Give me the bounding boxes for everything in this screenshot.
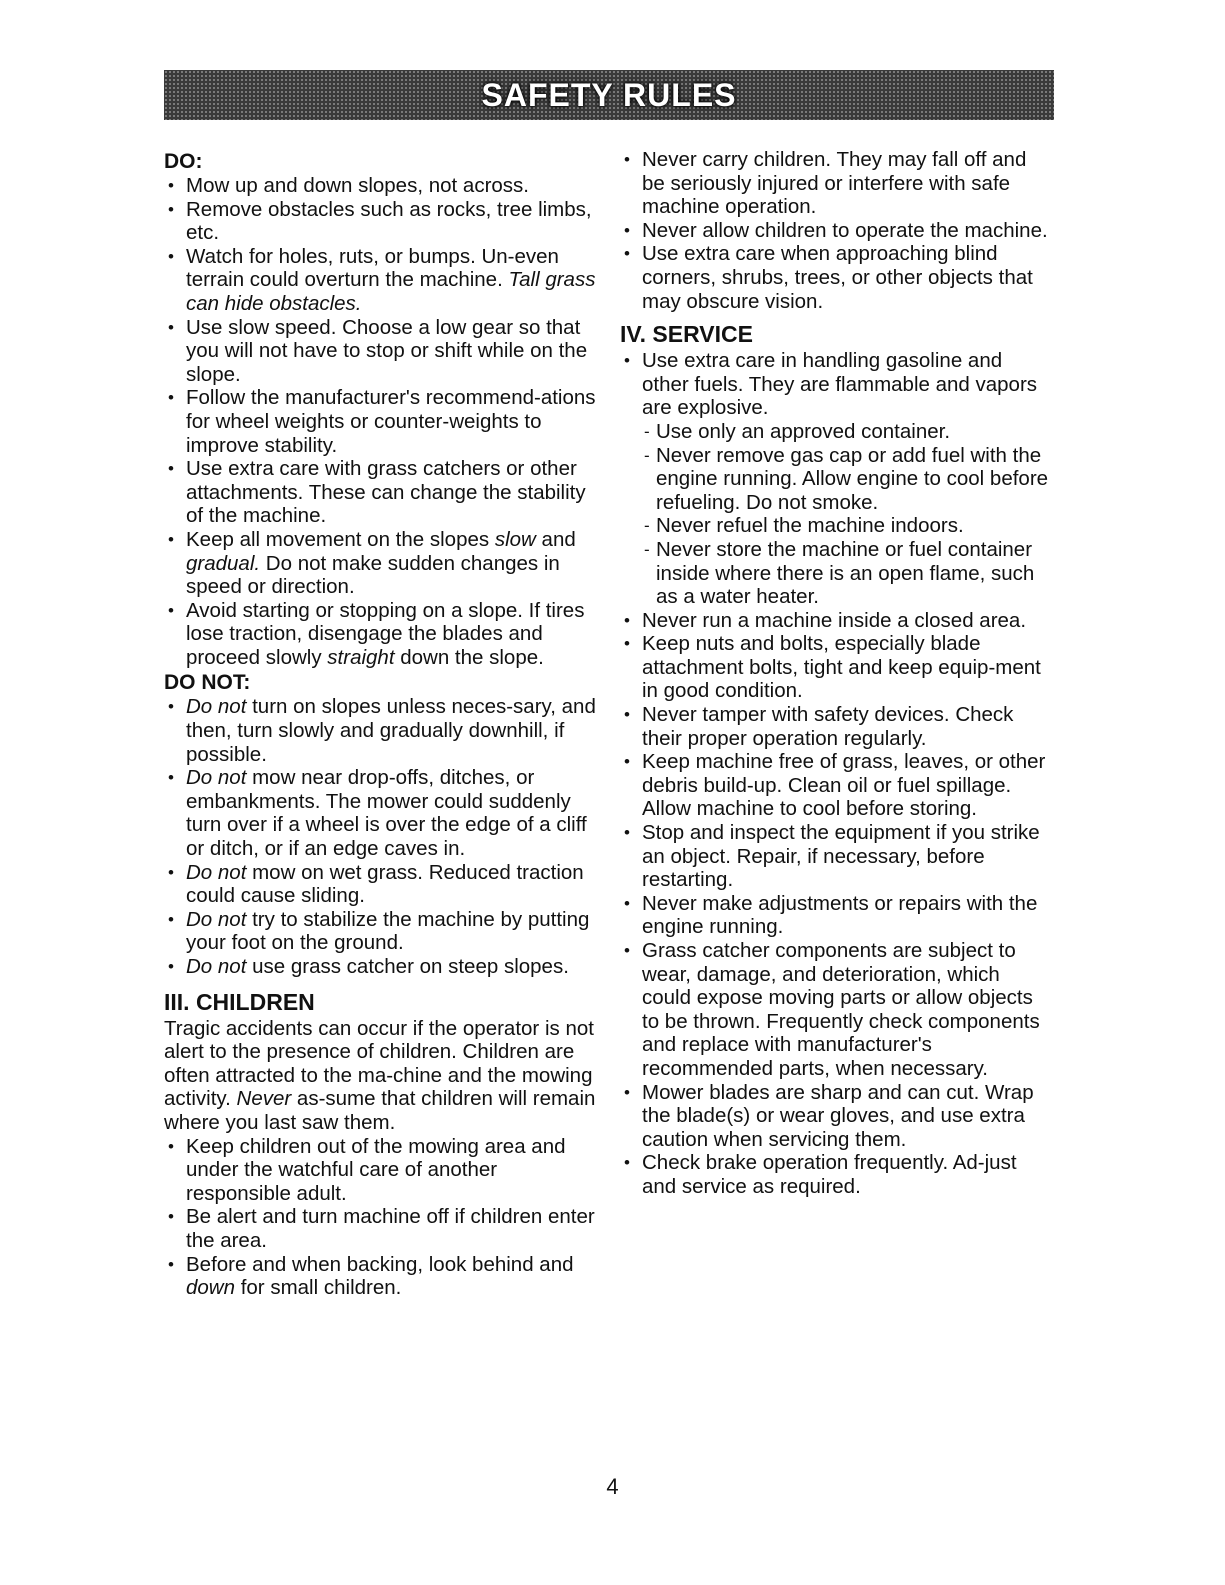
- italic-emphasis: Do not: [186, 695, 247, 719]
- list-item: • Do not use grass catcher on steep slopes.: [164, 955, 596, 979]
- list-item: • Use extra care when approaching blind corners, shrubs, trees, or other objects that may obscure vision.: [620, 242, 1050, 313]
- list-item: • Avoid starting or stopping on a slope. If tires lose traction, disengage the blades and proceed slowly straight down the slope.: [164, 599, 596, 670]
- do-not-heading: DO NOT:: [164, 671, 251, 695]
- italic-emphasis: down: [186, 1276, 236, 1300]
- italic-emphasis: Do not: [186, 860, 247, 884]
- list-item: • Follow the manufacturer's recommend-ations for wheel weights or counter-weights to improve stability.: [164, 386, 596, 457]
- list-item: • Do not try to stabilize the machine by putting your foot on the ground.: [164, 908, 596, 955]
- list-item: • Use extra care in handling gasoline and other fuels. They are flammable and vapors are explosive. - Use only an approved container. - Never remove gas cap or add fuel with the engine running. Allow engine to cool before refueling. Do not smoke. - Never refuel the machine indoors. - Never store the machine or fuel container inside where there is an open flame, such as a water heater.: [620, 349, 1050, 609]
- italic-emphasis: gradual.: [186, 551, 261, 575]
- italic-emphasis: straight: [327, 645, 395, 669]
- children-heading: III. CHILDREN: [164, 988, 315, 1015]
- list-item: • Grass catcher components are subject to wear, damage, and deterioration, which could expose moving parts or allow objects to be thrown. Frequently check components and replace with manufacturer's recommended parts, when necessary.: [620, 939, 1050, 1081]
- list-item: • Keep children out of the mowing area and under the watchful care of another responsible adult.: [164, 1135, 596, 1206]
- page-number: 4: [606, 1474, 619, 1499]
- list-item: • Watch for holes, ruts, or bumps. Un-even terrain could overturn the machine. Tall grass can hide obstacles.: [164, 245, 596, 316]
- fuel-sublist: [642, 420, 1050, 609]
- italic-emphasis: Do not: [186, 955, 247, 978]
- list-item: • Do not mow near drop-offs, ditches, or embankments. The mower could suddenly turn over if a wheel is over the edge of a cliff or ditch, or if an edge caves in.: [164, 766, 596, 860]
- right-column: [620, 148, 1050, 1199]
- service-list: [620, 349, 1050, 1198]
- service-heading: IV. SERVICE: [620, 321, 753, 348]
- list-item: • Stop and inspect the equipment if you strike an object. Repair, if necessary, before restarting.: [620, 821, 1050, 892]
- sub-list-item: - Use only an approved container.: [642, 420, 1050, 444]
- list-item: • Do not turn on slopes unless neces-sary, and then, turn slowly and gradually downhill, if possible.: [164, 695, 596, 766]
- list-item: • Use slow speed. Choose a low gear so that you will not have to stop or shift while on the slope.: [164, 316, 596, 387]
- list-item: • Mow up and down slopes, not across.: [164, 174, 596, 198]
- children-intro: Tragic accidents can occur if the operator is not alert to the presence of children. Children are often attracted to the ma-chine and the mowing activity. Never as-sume that children will remain where you last saw them.: [164, 1016, 596, 1134]
- list-item: • Never run a machine inside a closed area.: [620, 609, 1050, 633]
- sub-list-item: - Never store the machine or fuel container inside where there is an open flame, such as a water heater.: [642, 538, 1050, 609]
- italic-emphasis: Do not: [186, 766, 247, 790]
- list-item: • Keep nuts and bolts, especially blade attachment bolts, tight and keep equip-ment in good condition.: [620, 632, 1050, 703]
- list-item: • Never make adjustments or repairs with the engine running.: [620, 892, 1050, 939]
- list-item: • Be alert and turn machine off if children enter the area.: [164, 1205, 596, 1252]
- list-item: • Keep machine free of grass, leaves, or other debris build-up. Clean oil or fuel spillage. Allow machine to cool before storing.: [620, 750, 1050, 821]
- italic-emphasis: slow: [494, 527, 536, 551]
- list-item: • Never allow children to operate the machine.: [620, 219, 1050, 243]
- italic-emphasis: Do not: [186, 907, 247, 931]
- do-list: [164, 174, 596, 669]
- children-list-continued: [620, 148, 1050, 313]
- section-banner: [164, 70, 1054, 120]
- list-item: • Never tamper with safety devices. Check their proper operation regularly.: [620, 703, 1050, 750]
- sub-list-item: - Never refuel the machine indoors.: [642, 514, 1050, 538]
- italic-emphasis: Tall grass can hide obstacles.: [186, 268, 596, 315]
- banner-title: SAFETY RULES: [481, 76, 737, 113]
- list-item: • Mower blades are sharp and can cut. Wrap the blade(s) or wear gloves, and use extra caution when servicing them.: [620, 1081, 1050, 1152]
- list-item: • Remove obstacles such as rocks, tree limbs, etc.: [164, 198, 596, 245]
- do-not-list: [164, 695, 596, 978]
- left-column: [164, 148, 596, 1300]
- do-heading: DO:: [164, 150, 203, 173]
- list-item: • Never carry children. They may fall off and be seriously injured or interfere with safe machine operation.: [620, 148, 1050, 219]
- list-item: • Do not mow on wet grass. Reduced traction could cause sliding.: [164, 861, 596, 908]
- list-item: • Keep all movement on the slopes slow and gradual. Do not make sudden changes in speed or direction.: [164, 528, 596, 599]
- italic-emphasis: Never: [236, 1087, 292, 1111]
- sub-list-item: - Never remove gas cap or add fuel with the engine running. Allow engine to cool before refueling. Do not smoke.: [642, 444, 1050, 515]
- list-item: • Use extra care with grass catchers or other attachments. These can change the stability of the machine.: [164, 457, 596, 528]
- list-item: • Check brake operation frequently. Ad-just and service as required.: [620, 1151, 1050, 1198]
- list-item: • Before and when backing, look behind and down for small children.: [164, 1253, 596, 1300]
- children-list: [164, 1135, 596, 1300]
